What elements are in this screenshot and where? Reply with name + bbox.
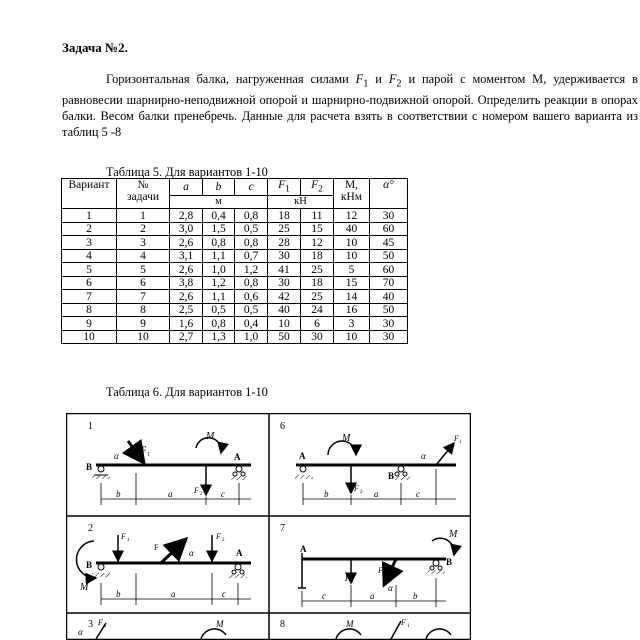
table-cell: 1,1 — [203, 290, 235, 304]
hdr-b: b — [203, 179, 235, 196]
table-cell: 0,4 — [203, 209, 235, 223]
table-cell: 5 — [334, 263, 370, 277]
svg-text:M: M — [342, 433, 351, 444]
svg-text:F: F — [345, 574, 350, 583]
table5 — [61, 178, 408, 344]
table-row — [62, 263, 408, 277]
svg-text:F: F — [454, 434, 459, 443]
table-cell: 3,0 — [170, 222, 203, 236]
panel-6-num: 6 — [280, 421, 285, 432]
svg-text:c: c — [221, 489, 225, 499]
table-cell: 0,4 — [235, 317, 268, 331]
table-cell: 30 — [301, 330, 334, 344]
svg-text:F: F — [401, 618, 406, 627]
svg-text:M: M — [206, 431, 215, 442]
panel-3 — [78, 618, 226, 639]
table-cell: 28 — [268, 236, 301, 250]
table-cell: 18 — [301, 249, 334, 263]
svg-text:B: B — [86, 560, 93, 570]
svg-text:1: 1 — [127, 538, 130, 543]
table-cell: 1,3 — [203, 330, 235, 344]
svg-text:M: M — [80, 582, 89, 593]
table-cell: 50 — [370, 249, 408, 263]
panel-2-num: 2 — [88, 523, 93, 534]
table-cell: 4 — [117, 249, 170, 263]
beam-diagrams — [66, 413, 471, 640]
svg-text:F: F — [378, 566, 383, 575]
table-cell: 6 — [301, 317, 334, 331]
svg-text:A: A — [236, 548, 243, 558]
table-cell: 0,7 — [235, 249, 268, 263]
svg-text:c: c — [416, 489, 420, 499]
panel-8-num: 8 — [280, 619, 285, 630]
svg-text:α: α — [421, 451, 426, 461]
svg-text:B: B — [388, 471, 395, 481]
table-cell: 10 — [334, 236, 370, 250]
svg-text:A: A — [234, 452, 241, 462]
table-cell: 4 — [62, 249, 117, 263]
panel-7 — [280, 523, 458, 607]
table-cell: 8 — [117, 303, 170, 317]
svg-text:M: M — [346, 619, 354, 629]
svg-text:a: a — [168, 489, 173, 499]
table-cell: 9 — [62, 317, 117, 331]
table-cell: 14 — [334, 290, 370, 304]
table-cell: 2,8 — [170, 209, 203, 223]
table-cell: 3,8 — [170, 276, 203, 290]
table-row — [62, 209, 408, 223]
table-cell: 30 — [370, 317, 408, 331]
table-cell: 24 — [301, 303, 334, 317]
table-cell: 1,6 — [170, 317, 203, 331]
table-cell: 10 — [268, 317, 301, 331]
svg-text:1: 1 — [384, 572, 387, 577]
svg-text:B: B — [86, 462, 93, 472]
svg-text:1: 1 — [104, 624, 107, 629]
table-cell: 2 — [117, 222, 170, 236]
svg-text:F: F — [194, 486, 199, 495]
svg-text:F: F — [354, 484, 359, 493]
svg-text:c: c — [322, 591, 326, 601]
table-cell: 70 — [370, 276, 408, 290]
hdr-f1: $F_1$ — [268, 179, 301, 196]
table-cell: 45 — [370, 236, 408, 250]
task-title: Задача №2. — [62, 40, 128, 55]
svg-text:c: c — [222, 589, 226, 599]
table-row — [62, 276, 408, 290]
table-cell: 25 — [268, 222, 301, 236]
table-cell: 40 — [334, 222, 370, 236]
table-cell: 3 — [334, 317, 370, 331]
hdr-moment: М, кНм — [334, 179, 370, 209]
table-cell: 41 — [268, 263, 301, 277]
table-cell: 25 — [301, 290, 334, 304]
svg-text:2: 2 — [222, 538, 225, 543]
table-row — [62, 249, 408, 263]
hdr-unit-kn: кН — [268, 196, 334, 209]
table-cell: 40 — [370, 290, 408, 304]
svg-text:α: α — [388, 583, 393, 593]
svg-text:2: 2 — [360, 490, 363, 495]
task-paragraph: Горизонтальная балка, нагруженная силами $F_1$ и $F_2$ и парой с моментом М, удерживается в равновесии шарнирно-неподвижной опорой и шарнирно-подвижной опорой. Определить реакции в опорах балки. Весом балки пренебречь. Данные для расчета взять в соответствии с номером вашего варианта из таблиц 5 -8 — [62, 72, 639, 140]
table-cell: 1,2 — [203, 276, 235, 290]
svg-text:F: F — [121, 532, 126, 541]
svg-text:M: M — [449, 529, 458, 540]
svg-text:1: 1 — [459, 440, 462, 445]
table-row — [62, 290, 408, 304]
panel-3-num: 3 — [88, 619, 93, 630]
svg-text:F: F — [141, 445, 147, 455]
table-cell: 0,5 — [235, 303, 268, 317]
table-cell: 10 — [334, 249, 370, 263]
table-cell: 10 — [62, 330, 117, 344]
svg-text:M: M — [216, 619, 224, 629]
table-cell: 18 — [301, 276, 334, 290]
table-cell: 40 — [268, 303, 301, 317]
table-cell: 1 — [117, 209, 170, 223]
table-cell: 1,2 — [235, 263, 268, 277]
table-cell: 0,8 — [203, 236, 235, 250]
table-cell: 10 — [334, 330, 370, 344]
panel-1 — [86, 421, 251, 505]
table-cell: 8 — [62, 303, 117, 317]
hdr-variant: Вариант — [62, 179, 117, 209]
table-cell: 9 — [117, 317, 170, 331]
table5-caption: Таблица 5. Для вариантов 1-10 — [106, 165, 268, 179]
table-row — [62, 222, 408, 236]
table-cell: 30 — [268, 276, 301, 290]
table-cell: 2,6 — [170, 290, 203, 304]
svg-text:A: A — [300, 544, 307, 554]
panel-6 — [280, 421, 462, 505]
hdr-alpha: α° — [370, 179, 408, 209]
svg-text:1: 1 — [407, 624, 410, 629]
table-cell: 2,6 — [170, 263, 203, 277]
hdr-f2: $F_2$ — [301, 179, 334, 196]
table-cell: 0,8 — [203, 317, 235, 331]
svg-text:b: b — [116, 589, 121, 599]
hdr-a: a — [170, 179, 203, 196]
hdr-task-no: № задачи — [117, 179, 170, 209]
table-cell: 30 — [370, 209, 408, 223]
svg-text:1: 1 — [147, 452, 150, 458]
table6-caption: Таблица 6. Для вариантов 1-10 — [106, 385, 268, 399]
table-cell: 1,1 — [203, 249, 235, 263]
table-cell: 1,0 — [235, 330, 268, 344]
svg-text:A: A — [299, 451, 306, 461]
table-cell: 50 — [268, 330, 301, 344]
table-cell: 1 — [62, 209, 117, 223]
svg-text:F: F — [98, 618, 103, 627]
table-cell: 3,1 — [170, 249, 203, 263]
panel-2 — [76, 523, 251, 605]
table-cell: 0,8 — [235, 276, 268, 290]
table-cell: 18 — [268, 209, 301, 223]
table-cell: 1,5 — [203, 222, 235, 236]
table-row — [62, 317, 408, 331]
svg-text:a: a — [171, 589, 176, 599]
table-row — [62, 236, 408, 250]
svg-text:F: F — [154, 543, 159, 552]
table-cell: 0,8 — [235, 209, 268, 223]
table-cell: 60 — [370, 263, 408, 277]
table-cell: 15 — [301, 222, 334, 236]
table-cell: 0,5 — [235, 222, 268, 236]
table-cell: 10 — [117, 330, 170, 344]
table-cell: 1,0 — [203, 263, 235, 277]
svg-text:F: F — [216, 532, 221, 541]
table-cell: 50 — [370, 303, 408, 317]
svg-text:α: α — [189, 548, 194, 558]
table-cell: 30 — [268, 249, 301, 263]
table-cell: 0,8 — [235, 236, 268, 250]
table-cell: 11 — [301, 209, 334, 223]
table-cell: 0,5 — [203, 303, 235, 317]
table-cell: 3 — [117, 236, 170, 250]
panel-1-num: 1 — [88, 421, 93, 432]
table-cell: 12 — [334, 209, 370, 223]
table-cell: 30 — [370, 330, 408, 344]
table-cell: 15 — [334, 276, 370, 290]
table-cell: 6 — [117, 276, 170, 290]
svg-text:2: 2 — [200, 492, 203, 497]
table-cell: 12 — [301, 236, 334, 250]
table-cell: 5 — [117, 263, 170, 277]
table-row — [62, 330, 408, 344]
hdr-c: c — [235, 179, 268, 196]
table-cell: 7 — [117, 290, 170, 304]
table-cell: 0,6 — [235, 290, 268, 304]
panel-7-num: 7 — [280, 523, 285, 534]
table-cell: 2,5 — [170, 303, 203, 317]
table-cell: 5 — [62, 263, 117, 277]
table-cell: 25 — [301, 263, 334, 277]
table-cell: 60 — [370, 222, 408, 236]
table-cell: 2,6 — [170, 236, 203, 250]
svg-text:b: b — [324, 489, 329, 499]
table-cell: 16 — [334, 303, 370, 317]
table-cell: 2 — [62, 222, 117, 236]
table-cell: 3 — [62, 236, 117, 250]
svg-text:a: a — [370, 591, 375, 601]
svg-text:b: b — [413, 591, 418, 601]
table-cell: 2,7 — [170, 330, 203, 344]
table-row — [62, 303, 408, 317]
svg-text:a: a — [374, 489, 379, 499]
svg-text:b: b — [116, 489, 121, 499]
svg-text:B: B — [446, 557, 453, 567]
panel-8 — [280, 618, 451, 639]
svg-text:α: α — [78, 627, 83, 637]
svg-text:α: α — [114, 451, 119, 461]
table-cell: 7 — [62, 290, 117, 304]
table-cell: 42 — [268, 290, 301, 304]
hdr-unit-m: м — [170, 196, 268, 209]
svg-text:2: 2 — [351, 580, 354, 585]
table-cell: 6 — [62, 276, 117, 290]
